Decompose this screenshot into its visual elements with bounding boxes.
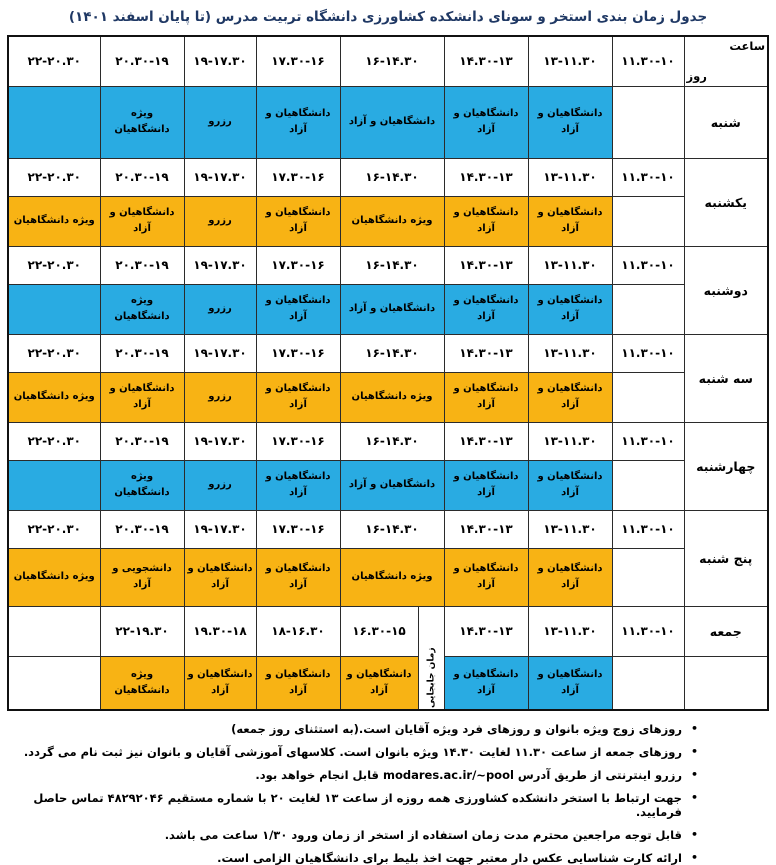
time-range-label: ۱۷.۳۰-۱۶ [271,170,325,184]
time-header-cell [340,510,444,548]
day-row [8,460,768,510]
time-range-label: ۱۶-۱۴.۳۰ [365,434,419,448]
schedule-table [7,35,769,711]
day-row [8,86,768,158]
time-header-cell [100,36,184,86]
time-header-cell [184,510,256,548]
empty-cell [8,606,100,656]
schedule-cell [340,196,444,246]
schedule-cell [612,86,684,158]
time-range-label: ۱۷.۳۰-۱۶ [271,258,325,272]
time-header-cell [528,606,612,656]
schedule-cell-label: دانشگاهیان و آزاد [187,668,253,696]
time-range-label: ۱۴.۳۰-۱۳ [459,434,513,448]
time-header-cell [340,334,444,372]
bullet-icon: • [690,790,698,804]
schedule-cell-label: دانشگاهیان و آزاد [265,207,331,234]
note-item [0,791,698,820]
schedule-cell [528,656,612,710]
time-range-label: ۱۱.۳۰-۱۰ [621,54,675,69]
schedule-cell [184,548,256,606]
note-text: رزرو اینترنتی از طریق آدرس modares.ac.ir/~pool قابل انجام خواهد بود. [255,767,682,782]
schedule-cell-label: دانشگاهیان و آزاد [265,471,331,498]
note-item [0,768,698,782]
time-range-label: ۲۲-۲۰.۳۰ [27,346,81,360]
time-header-cell [612,334,684,372]
schedule-cell-label: دانشگاهیان و آزاد [537,108,603,135]
schedule-cell [612,196,684,246]
time-range-label: ۱۴.۳۰-۱۳ [459,170,513,184]
schedule-cell [444,548,528,606]
schedule-cell [100,284,184,334]
time-header-cell [8,510,100,548]
note-item [0,722,698,736]
time-header-cell [528,422,612,460]
schedule-cell-label: دانشگاهیان و آزاد [265,668,331,696]
schedule-cell [612,284,684,334]
time-header-cell [444,246,528,284]
note-text: جهت ارتباط با استخر دانشکده کشاورزی همه روزه از ساعت ۱۳ لغایت ۲۰ با شماره مستقیم ۴۸۲۹۲۰۴۶ تماس حاصل فرمایید. [33,790,682,819]
time-range-label: ۱۳-۱۱.۳۰ [543,624,597,638]
note-text: ارائه کارت شناسایی عکس دار معتبر جهت اخذ بلیط برای دانشگاهیان الزامی است. [217,850,682,865]
time-header-cell [8,246,100,284]
day-row [8,548,768,606]
time-header-cell [100,158,184,196]
time-range-label: ۱۱.۳۰-۱۰ [621,258,675,272]
day-label: جمعه [684,606,768,656]
time-header-cell [256,158,340,196]
schedule-cell [256,196,340,246]
schedule-cell-label: دانشگاهیان و آزاد [348,303,436,314]
day-label: چهارشنبه [684,422,768,510]
page-title: جدول زمان بندی استخر و سونای دانشکده کشاورزی دانشگاه تربیت مدرس (تا پایان اسفند ۱۴۰۱) [68,9,708,25]
note-text: قابل توجه مراجعین محترم مدت زمان استفاده از استخر از زمان ورود ۱/۳۰ ساعت می باشد. [164,827,682,842]
time-header-cell [100,422,184,460]
schedule-cell [184,284,256,334]
schedule-cell-label: ویژه دانشگاهیان [351,391,433,402]
empty-day-cell [684,656,768,710]
schedule-cell [8,372,100,422]
schedule-cell-label: دانشگاهیان و آزاد [265,383,331,410]
schedule-cell [184,196,256,246]
schedule-cell-label: دانشگاهیان و آزاد [109,207,175,234]
time-header-cell [528,246,612,284]
schedule-cell-label: رزرو [208,391,232,402]
bullet-icon: • [690,850,698,864]
time-range-label: ۲۲-۱۹.۳۰ [115,624,169,638]
time-subheader-row [8,422,768,460]
note-item [0,828,698,842]
time-header-cell [8,36,100,86]
schedule-cell [444,86,528,158]
schedule-cell [444,372,528,422]
schedule-cell-label: دانشگاهیان و آزاد [346,668,412,696]
schedule-cell-label: دانشگاهیان و آزاد [109,383,175,410]
time-header-cell [444,334,528,372]
time-range-label: ۱۹-۱۷.۳۰ [193,346,247,360]
schedule-cell [100,460,184,510]
time-range-label: ۱۳-۱۱.۳۰ [543,434,597,448]
schedule-cell [8,460,100,510]
schedule-cell [528,196,612,246]
time-header-cell [100,606,184,656]
time-header-cell [184,606,256,656]
time-range-label: ۲۲-۲۰.۳۰ [27,170,81,184]
time-header-cell [528,158,612,196]
schedule-cell-label: دانشگاهیان و آزاد [453,295,519,322]
time-range-label: ۱۴.۳۰-۱۳ [459,258,513,272]
time-range-label: ۱۶-۱۴.۳۰ [365,346,419,360]
schedule-cell [444,460,528,510]
time-header-cell [612,36,684,86]
schedule-cell [612,460,684,510]
schedule-cell [528,548,612,606]
bullet-icon: • [690,827,698,841]
time-header-cell [612,606,684,656]
time-range-label: ۱۹-۱۷.۳۰ [193,170,247,184]
schedule-cell [612,372,684,422]
time-subheader-row [8,510,768,548]
time-range-label: ۲۲-۲۰.۳۰ [27,434,81,448]
schedule-cell-label: دانشگاهیان و آزاد [453,383,519,410]
bullet-icon: • [690,722,698,735]
time-header-cell [340,36,444,86]
schedule-cell [100,196,184,246]
schedule-cell [256,372,340,422]
schedule-cell-label: ویژه دانشگاهیان [13,215,95,226]
note-item [0,851,698,865]
schedule-cell [528,284,612,334]
schedule-cell-label: ویژه دانشگاهیان [114,108,170,135]
corner-cell [684,36,768,86]
time-range-label: ۲۰.۳۰-۱۹ [115,346,169,360]
time-range-label: ۲۰.۳۰-۱۹ [115,170,169,184]
schedule-cell-label: دانشگاهیان و آزاد [348,479,436,490]
day-row [8,196,768,246]
time-header-cell [528,510,612,548]
time-range-label: ۱۷.۳۰-۱۶ [271,346,325,360]
schedule-cell [256,460,340,510]
time-range-label: ۱۶-۱۴.۳۰ [365,170,419,184]
time-range-label: ۱۶.۳۰-۱۵ [352,624,406,638]
time-range-label: ۱۷.۳۰-۱۶ [271,54,325,69]
schedule-cell [612,656,684,710]
schedule-cell [612,548,684,606]
note-text: روزهای جمعه از ساعت ۱۱.۳۰ لغایت ۱۴.۳۰ ویژه بانوان است. کلاسهای آموزشی آقایان و بانوان نیز ثبت نام می گردد. [23,744,682,759]
schedule-cell-label: ویژه دانشگاهیان [114,471,170,498]
schedule-cell [340,86,444,158]
schedule-cell-label: دانشگاهیان و آزاد [265,295,331,322]
time-range-label: ۱۳-۱۱.۳۰ [543,346,597,360]
schedule-cell-label: دانشگاهیان و آزاد [537,383,603,410]
schedule-cell [184,372,256,422]
time-range-label: ۱۶-۱۴.۳۰ [365,54,419,69]
time-range-label: ۱۴.۳۰-۱۳ [459,522,513,536]
day-label: دوشنبه [684,246,768,334]
schedule-cell-label: ویژه دانشگاهیان [351,571,433,582]
time-header-cell [100,334,184,372]
schedule-cell [100,372,184,422]
schedule-cell-label: ویژه دانشگاهیان [114,295,170,322]
day-row [8,372,768,422]
day-label: شنبه [684,86,768,158]
time-range-label: ۱۳-۱۱.۳۰ [543,54,597,69]
time-header-cell [184,422,256,460]
time-header-cell [256,510,340,548]
day-label: یکشنبه [684,158,768,246]
time-header-cell [8,158,100,196]
day-label: سه شنبه [684,334,768,422]
time-range-label: ۲۰.۳۰-۱۹ [115,522,169,536]
transfer-time-cell [418,606,444,710]
time-range-label: ۱۴.۳۰-۱۳ [459,54,513,69]
time-header-cell [612,246,684,284]
schedule-cell [256,548,340,606]
time-range-label: ۱۱.۳۰-۱۰ [621,434,675,448]
time-range-label: ۱۷.۳۰-۱۶ [271,522,325,536]
time-range-label: ۱۹-۱۷.۳۰ [193,258,247,272]
schedule-cell [8,284,100,334]
time-subheader-row [8,246,768,284]
time-header-cell [340,606,418,656]
day-row [8,656,768,710]
schedule-cell-label: دانشگاهیان و آزاد [537,563,603,590]
time-header-cell [444,510,528,548]
schedule-cell [340,372,444,422]
schedule-cell-label: دانشگاهیان و آزاد [265,108,331,135]
time-range-label: ۱۹-۱۷.۳۰ [193,434,247,448]
time-range-label: ۱۹-۱۷.۳۰ [193,522,247,536]
corner-day-label: روز [686,69,707,84]
time-subheader-row [8,334,768,372]
time-header-cell [612,422,684,460]
schedule-cell-label: رزرو [208,479,232,490]
schedule-cell [340,656,418,710]
schedule-cell-label: دانشگاهیان و آزاد [453,668,519,696]
time-range-label: ۱۱.۳۰-۱۰ [621,170,675,184]
time-header-cell [528,36,612,86]
time-range-label: ۲۲-۲۰.۳۰ [27,54,81,69]
schedule-cell-label: رزرو [208,303,232,314]
schedule-cell-label: دانشگاهیان و آزاد [453,207,519,234]
note-item [0,745,698,759]
schedule-cell [184,86,256,158]
schedule-cell [528,86,612,158]
time-subheader-row [8,158,768,196]
schedule-cell [184,656,256,710]
schedule-cell [528,460,612,510]
time-header-cell [444,36,528,86]
time-header-cell [256,36,340,86]
time-range-label: ۱۳-۱۱.۳۰ [543,258,597,272]
time-header-cell [340,422,444,460]
time-range-label: ۱۳-۱۱.۳۰ [543,170,597,184]
schedule-cell [100,548,184,606]
schedule-cell-label: رزرو [208,215,232,226]
schedule-cell-label: دانشگاهیان و آزاد [187,563,253,590]
schedule-cell-label: دانشگاهیان و آزاد [453,563,519,590]
time-header-cell [528,334,612,372]
time-range-label: ۱۹-۱۷.۳۰ [193,54,247,69]
time-header-cell [444,422,528,460]
schedule-cell-label: دانشگاهیان و آزاد [537,207,603,234]
corner-hour-label: ساعت [729,39,766,54]
time-range-label: ۱۱.۳۰-۱۰ [621,522,675,536]
time-header-cell [184,246,256,284]
time-range-label: ۱۳-۱۱.۳۰ [543,522,597,536]
time-header-cell [256,246,340,284]
time-header-cell [184,334,256,372]
schedule-cell-label: ویژه دانشگاهیان [13,391,95,402]
schedule-cell [8,656,100,710]
day-row [8,284,768,334]
time-header-cell [100,510,184,548]
schedule-cell-label: دانشگاهیان و آزاد [265,563,331,590]
transfer-time-label: زمان جابجایی [426,647,437,708]
notes-list [0,722,776,865]
time-range-label: ۱۴.۳۰-۱۳ [459,624,513,638]
schedule-cell-label: دانشگاهیان و آزاد [453,108,519,135]
schedule-cell [184,460,256,510]
schedule-cell-label: رزرو [208,116,232,127]
time-range-label: ۱۱.۳۰-۱۰ [621,346,675,360]
time-range-label: ۱۸-۱۶.۳۰ [271,624,325,638]
time-range-label: ۱۶-۱۴.۳۰ [365,522,419,536]
schedule-cell-label: دانشگاهیان و آزاد [348,116,436,127]
time-header-cell [444,606,528,656]
schedule-cell [444,196,528,246]
time-range-label: ۱۴.۳۰-۱۳ [459,346,513,360]
time-range-label: ۱۶-۱۴.۳۰ [365,258,419,272]
schedule-cell [256,656,340,710]
time-header-cell [256,422,340,460]
time-header-cell [8,334,100,372]
schedule-cell [444,656,528,710]
schedule-cell [340,460,444,510]
time-range-label: ۱۹.۳۰-۱۸ [193,624,247,638]
time-range-label: ۲۲-۲۰.۳۰ [27,258,81,272]
schedule-cell [8,86,100,158]
time-header-cell [184,36,256,86]
main-header-row [8,36,768,86]
schedule-cell [444,284,528,334]
schedule-cell [100,656,184,710]
note-text: روزهای زوج ویژه بانوان و روزهای فرد ویژه آقایان است.(به استثنای روز جمعه) [231,722,682,736]
time-header-cell [340,246,444,284]
time-range-label: ۱۷.۳۰-۱۶ [271,434,325,448]
schedule-cell-label: دانشجویی و آزاد [112,563,172,590]
time-header-cell [340,158,444,196]
day-label: پنج شنبه [684,510,768,606]
schedule-cell-label: ویژه دانشگاهیان [13,571,95,582]
schedule-cell [256,284,340,334]
schedule-cell [100,86,184,158]
time-range-label: ۲۰.۳۰-۱۹ [115,54,169,69]
time-header-cell [8,422,100,460]
schedule-cell [8,196,100,246]
time-header-cell [256,606,340,656]
time-range-label: ۱۱.۳۰-۱۰ [621,624,675,638]
schedule-cell-label: دانشگاهیان و آزاد [537,471,603,498]
schedule-cell [340,548,444,606]
schedule-cell-label: دانشگاهیان و آزاد [537,668,603,696]
time-header-cell [444,158,528,196]
schedule-cell-label: ویژه دانشگاهیان [351,215,433,226]
time-header-cell [100,246,184,284]
schedule-cell [8,548,100,606]
time-range-label: ۲۲-۲۰.۳۰ [27,522,81,536]
schedule-cell-label: ویژه دانشگاهیان [114,668,170,696]
time-header-cell [184,158,256,196]
time-header-cell [612,510,684,548]
bullet-icon: • [690,767,698,781]
schedule-cell [340,284,444,334]
schedule-cell-label: دانشگاهیان و آزاد [537,295,603,322]
friday-header-row [8,606,768,656]
schedule-cell-label: دانشگاهیان و آزاد [453,471,519,498]
bullet-icon: • [690,744,698,758]
schedule-cell [528,372,612,422]
time-header-cell [256,334,340,372]
schedule-cell [256,86,340,158]
time-range-label: ۲۰.۳۰-۱۹ [115,434,169,448]
time-header-cell [612,158,684,196]
time-range-label: ۲۰.۳۰-۱۹ [115,258,169,272]
